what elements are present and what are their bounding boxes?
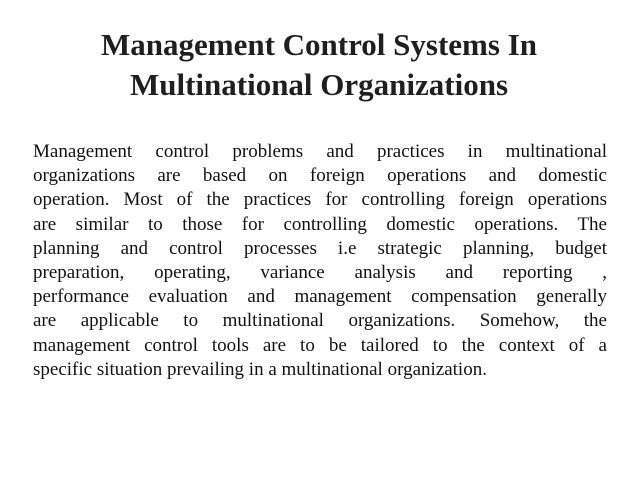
body-line-2: organizations are based on foreign operations and domestic [33, 165, 607, 187]
body-line-9: management control tools are to be tailored to the context of a [33, 334, 607, 356]
body-line-10: specific situation prevailing in a multinational organization. [33, 358, 487, 380]
body-line-4: are similar to those for controlling domestic operations. The [33, 213, 607, 235]
body-line-8: are applicable to multinational organizations. Somehow, the [33, 310, 607, 332]
title-line-1: Management Control Systems In [101, 27, 537, 62]
body-line-1: Management control problems and practices in multinational [33, 141, 607, 162]
body-line-7: performance evaluation and management compensation generally [33, 286, 607, 308]
body-line-6: preparation, operating, variance analysis and reporting , [33, 261, 607, 283]
body-line-5: planning and control processes i.e strategic planning, budget [33, 237, 607, 259]
title-line-2: Multinational Organizations [129, 67, 509, 102]
body-line-3: operation. Most of the practices for controlling foreign operations [33, 189, 607, 211]
slide-title [20, 25, 618, 105]
body-paragraph [33, 140, 607, 382]
